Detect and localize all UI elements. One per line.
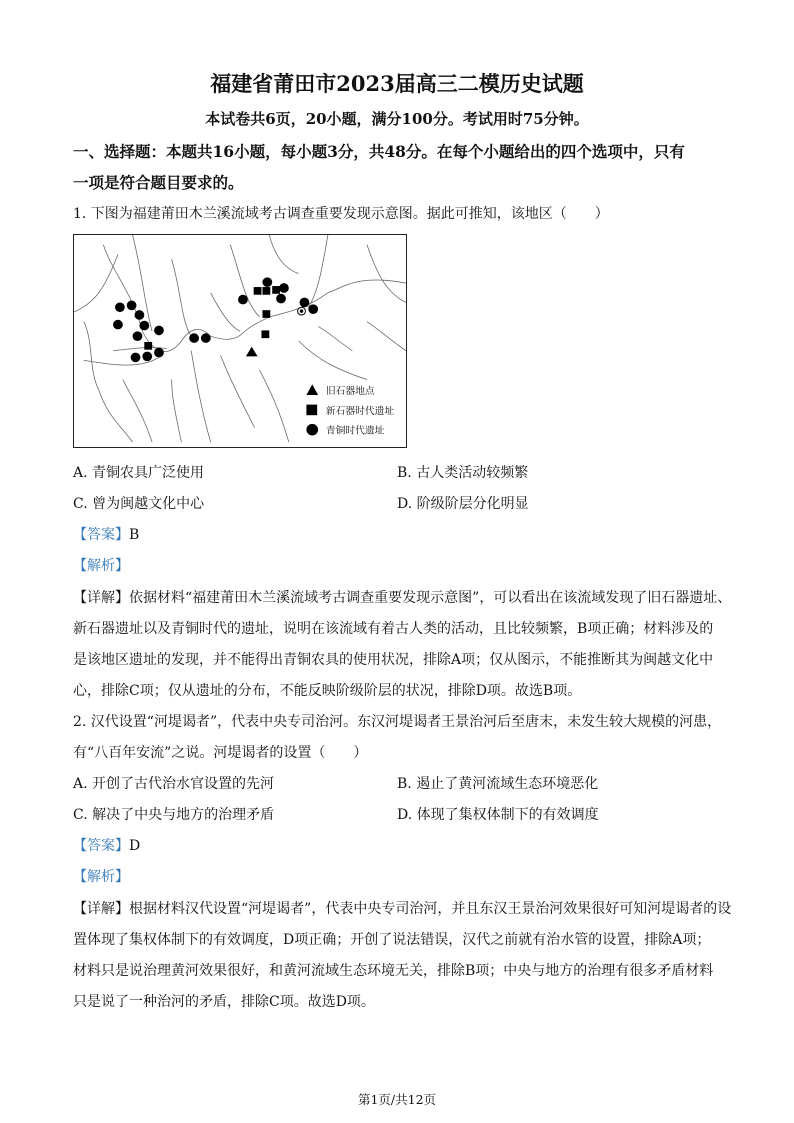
q2-analysis-tag: 【解析】 bbox=[73, 869, 129, 885]
q2-answer-value: D bbox=[129, 838, 141, 854]
question-2-stem: 2. 汉代设置“河堤谒者”，代表中央专司治河。东汉河堤谒者王景治河后至唐末，未发生较大规模的河患， bbox=[73, 714, 722, 730]
q2-option-d: D. 体现了集权体制下的有效调度 bbox=[397, 807, 599, 823]
q1-answer-value: B bbox=[129, 527, 140, 543]
q2-option-b: B. 遏止了黄河流域生态环境恶化 bbox=[397, 776, 599, 792]
page-title: 福建省莆田市2023届高三二模历史试题 bbox=[210, 71, 584, 96]
legend-paleolithic: 旧石器地点 bbox=[325, 386, 375, 397]
question-1-stem: 1. 下图为福建莆田木兰溪流域考古调查重要发现示意图。据此可推知，该地区（ ） bbox=[73, 206, 609, 222]
legend-bronze-age: 青铜时代遗址 bbox=[325, 425, 385, 437]
section-heading: 一、选择题：本题共16小题，每小题3分，共48分。在每个小题给出的四个选项中，只有 bbox=[73, 142, 685, 161]
q2-detail-line: 材料只是说治理黄河效果很好，和黄河流域生态环境无关，排除B项；中央与地方的治理有很多矛盾材料 bbox=[73, 963, 714, 979]
q2-detail-line: 只是说了一种治河的矛盾，排除C项。故选D项。 bbox=[73, 994, 375, 1010]
q1-option-d: D. 阶级阶层分化明显 bbox=[397, 496, 529, 512]
answer-tag: 【答案】 bbox=[73, 527, 129, 543]
section-heading-cont: 一项是符合题目要求的。 bbox=[73, 173, 244, 192]
answer-tag: 【答案】 bbox=[73, 838, 129, 854]
q1-detail-line: 是该地区遗址的发现，并不能得出青铜农具的使用状况，排除A项；仅从图示，不能推断其为闽越文化中 bbox=[73, 652, 714, 668]
q1-detail-line: 心，排除C项；仅从遗址的分布，不能反映阶级阶层的状况，排除D项。故选B项。 bbox=[73, 683, 582, 699]
q2-answer bbox=[73, 835, 140, 855]
legend-square-icon bbox=[306, 405, 317, 416]
q2-option-c: C. 解决了中央与地方的治理矛盾 bbox=[73, 807, 275, 823]
question-2-stem-cont: 有“八百年安流”之说。河堤谒者的设置（ ） bbox=[73, 745, 368, 761]
legend-circle-icon bbox=[306, 424, 318, 436]
q1-option-a: A. 青铜农具广泛使用 bbox=[73, 465, 205, 481]
q1-detail-line: 新石器遗址以及青铜时代的遗址，说明在该流域有着古人类的活动，且比较频繁，B项正确；材料涉及的 bbox=[73, 621, 714, 637]
exam-info: 本试卷共6页，20小题，满分100分。考试用时75分钟。 bbox=[205, 110, 589, 128]
q2-detail-line: 置体现了集权体制下的有效调度，D项正确；开创了说法错误，汉代之前就有治水管的设置，排除A项； bbox=[73, 932, 711, 948]
page-number: 第1页/共12页 bbox=[357, 1092, 437, 1107]
map-figure bbox=[74, 235, 406, 447]
archaeology-map bbox=[73, 234, 407, 448]
legend-triangle-icon bbox=[306, 384, 318, 395]
q2-detail-line: 【详解】根据材料汉代设置“河堤谒者”，代表中央专司治河，并且东汉王景治河效果很好可知河堤谒者的设 bbox=[73, 901, 732, 917]
q1-detail-line: 【详解】依据材料“福建莆田木兰溪流域考古调查重要发现示意图”，可以看出在该流域发现了旧石器遗址、 bbox=[73, 590, 732, 606]
q1-option-c: C. 曾为闽越文化中心 bbox=[73, 496, 205, 512]
q2-option-a: A. 开创了古代治水官设置的先河 bbox=[73, 776, 275, 792]
q1-answer bbox=[73, 524, 139, 544]
q1-analysis-tag: 【解析】 bbox=[73, 558, 129, 574]
q1-option-b: B. 古人类活动较频繁 bbox=[397, 465, 529, 481]
legend-neolithic: 新石器时代遗址 bbox=[325, 406, 395, 418]
